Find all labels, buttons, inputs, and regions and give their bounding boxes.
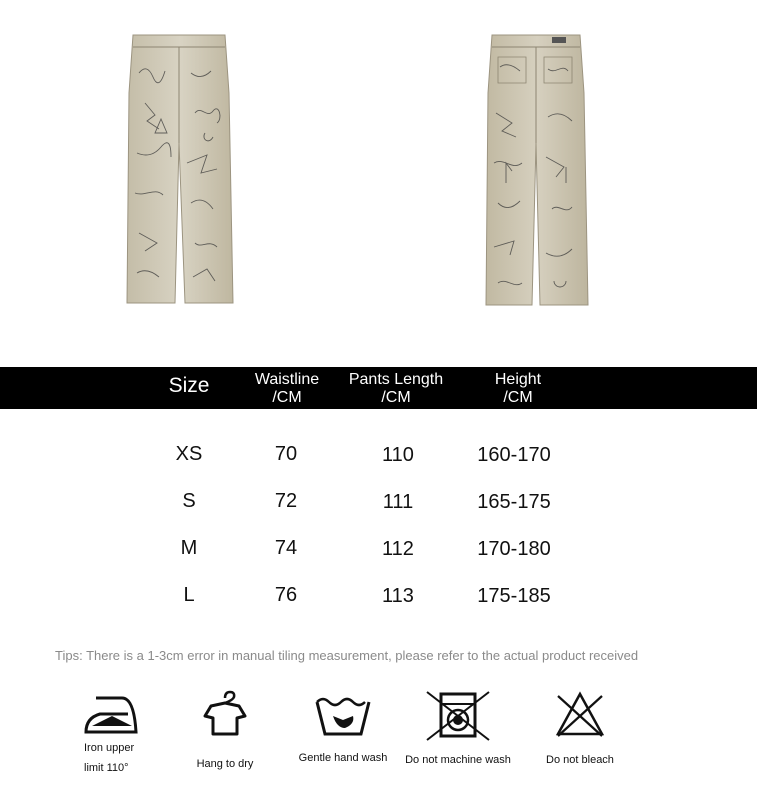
measurement-tips: Tips: There is a 1-3cm error in manual tiling measurement, please refer to the actual product received	[55, 648, 639, 663]
cell-waist: 74	[274, 537, 298, 559]
header-pants-length-unit: /CM	[381, 389, 411, 406]
cell-height: 170-180	[477, 538, 551, 560]
header-waistline	[237, 371, 337, 407]
cell-size: M	[180, 537, 198, 559]
cell-length: 111	[382, 491, 414, 513]
no-bleach-icon	[554, 690, 606, 738]
care-label: Hang to dry	[196, 758, 254, 770]
header-waistline-label: Waistline	[254, 371, 320, 388]
header-height-unit: /CM	[503, 389, 533, 406]
care-item-no-bleach	[530, 690, 630, 770]
care-label	[70, 738, 154, 778]
cell-length: 112	[382, 538, 414, 560]
hand-wash-icon	[313, 694, 373, 738]
cell-height: 165-175	[477, 491, 551, 513]
header-size: Size	[168, 374, 210, 397]
header-pants-length	[336, 371, 456, 407]
cell-length: 113	[382, 585, 414, 607]
cell-waist: 70	[274, 443, 298, 465]
hanger-icon	[203, 688, 247, 738]
header-waistline-unit: /CM	[272, 389, 302, 406]
care-label-line1: Iron upper	[84, 742, 135, 754]
cell-waist: 76	[274, 584, 298, 606]
care-item-no-machine-wash	[396, 690, 520, 770]
care-label: Do not machine wash	[405, 754, 511, 766]
pants-front-image	[125, 33, 235, 311]
cell-size: XS	[175, 443, 203, 465]
care-label: Do not bleach	[546, 754, 614, 766]
size-table-header	[0, 367, 757, 409]
cell-waist: 72	[274, 490, 298, 512]
cell-height: 175-185	[477, 585, 551, 607]
cell-size: L	[183, 584, 195, 606]
cell-height: 160-170	[477, 444, 551, 466]
care-item-hang	[180, 688, 270, 774]
cell-length: 110	[382, 444, 414, 466]
care-item-iron	[70, 692, 154, 778]
care-label: Gentle hand wash	[298, 752, 388, 764]
care-label-line2: limit 110°	[84, 762, 129, 774]
pants-back-image	[482, 33, 592, 311]
care-item-hand-wash	[287, 694, 399, 768]
header-height-label: Height	[494, 371, 542, 388]
no-machine-wash-icon	[425, 690, 491, 742]
cell-size: S	[182, 490, 196, 512]
iron-icon	[82, 692, 142, 736]
header-pants-length-label: Pants Length	[348, 371, 444, 388]
header-height	[468, 371, 568, 407]
